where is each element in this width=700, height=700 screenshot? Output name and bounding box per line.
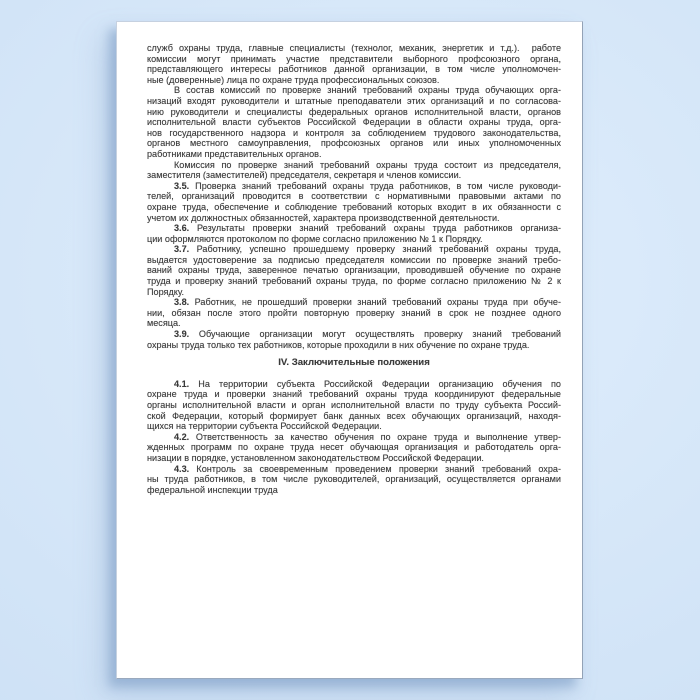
clause-number: 3.5. bbox=[174, 180, 196, 191]
text-line: щихся на территории субъекта Российской Федерации. bbox=[147, 421, 382, 432]
text-line: служб охраны труда, главные специалисты (технолог, механик, энергетик и т.д.). работе bbox=[147, 43, 561, 53]
document-page bbox=[116, 21, 583, 679]
text-line: нии, обязан после этого пройти повторную проверку знаний в срок не позднее одного bbox=[147, 307, 561, 318]
paragraph bbox=[147, 43, 561, 85]
text-line: федеральной инспекции труда bbox=[147, 484, 278, 495]
text-line: нов государственного надзора и контроля за соблюдением трудового законодательства, bbox=[147, 127, 561, 138]
paragraph bbox=[147, 432, 561, 464]
paragraph bbox=[147, 244, 561, 297]
text-line: ны труда работников, в том числе руководителей, организаций, осуществляется органами bbox=[147, 474, 561, 485]
text-line: 4.3. Контроль за своевременным проведением проверки знаний требований охра- bbox=[174, 463, 561, 474]
text-line: 4.1. На территории субъекта Российской Федерации организацию обучения по bbox=[174, 378, 561, 389]
clause-number: 3.7. bbox=[174, 244, 197, 255]
text-line: низации в порядке, установленном законодательством Российской Федерации. bbox=[147, 452, 484, 463]
clause-number: 4.2. bbox=[174, 431, 196, 442]
paragraph bbox=[147, 181, 561, 223]
paragraph bbox=[147, 85, 561, 159]
paragraph bbox=[147, 329, 561, 350]
paragraph bbox=[147, 223, 561, 244]
text-line: учетом их должностных обязанностей, характера производственной деятельности. bbox=[147, 212, 500, 223]
text-line: 3.5. Проверка знаний требований охраны труда работников, в том числе руководи- bbox=[174, 180, 561, 191]
text-line: органов местного самоуправления, профсоюзных органов или иных уполномоченных bbox=[147, 138, 561, 149]
clause-number: 4.3. bbox=[174, 463, 197, 474]
clause-number: 3.6. bbox=[174, 223, 197, 234]
text-line: 3.9. Обучающие организации могут осуществлять проверку знаний требований bbox=[174, 329, 561, 340]
paragraph bbox=[147, 297, 561, 329]
text-line: работниками представительных органов. bbox=[147, 148, 322, 159]
text-line: ции оформляются протоколом по форме согласно приложению № 1 к Порядку. bbox=[147, 233, 483, 244]
text-line: месяца. bbox=[147, 318, 181, 329]
text-line: Порядку. bbox=[147, 286, 185, 297]
clause-number: 4.1. bbox=[174, 378, 199, 389]
text-line: нию руководители и специалисты федеральных органов исполнительной власти, органов bbox=[147, 106, 561, 117]
text-line: ваний охраны труда, заверенное печатью организации, проводившей обучение по охране bbox=[147, 265, 561, 276]
text-line: низаций входят руководители и штатные преподаватели этих организаций и по согласова- bbox=[147, 95, 561, 106]
paragraph bbox=[147, 464, 561, 496]
paragraph bbox=[147, 379, 561, 432]
text-line: 4.2. Ответственность за качество обучения по охране труда и выполнение утвер- bbox=[174, 431, 561, 442]
text-line: жденных программ по охране труда несет обучающая организация и работодатель орга- bbox=[147, 442, 561, 453]
section-heading: IV. Заключительные положения bbox=[278, 357, 430, 369]
text-line: В состав комиссий по проверке знаний требований охраны труда обучающих орга- bbox=[174, 85, 561, 96]
text-line: охраны труда только тех работников, которые проходили в них обучение по охране труда. bbox=[147, 339, 530, 350]
clause-number: 3.9. bbox=[174, 329, 199, 340]
text-line: охране труда и проверки знаний требований охраны труда координируют федеральные bbox=[147, 389, 561, 400]
text-line: Комиссия по проверке знаний требований охраны труда состоит из председателя, bbox=[174, 159, 561, 170]
text-line: охране труда, обеспечение и соблюдение требований которых входит в их обязанности с bbox=[147, 201, 561, 212]
text-line: заместителя (заместителей) председателя, секретаря и членов комиссии. bbox=[147, 170, 462, 181]
text-line: 3.7. Работнику, успешно прошедшему проверку знаний требований охраны труда, bbox=[174, 244, 562, 255]
text-line: комиссии могут принимать участие представители выборного профсоюзного органа, bbox=[147, 53, 561, 64]
text-line: исполнительной власти субъектов Российской Федерации в области охраны труда, орга- bbox=[147, 117, 561, 128]
text-line: ные (доверенные) лица по охране труда профессиональных союзов. bbox=[147, 74, 440, 85]
text-line: телей, организаций проводится в соответствии с нормативными правовыми актами по bbox=[147, 191, 561, 202]
paragraph bbox=[147, 160, 561, 181]
text-line: 3.8. Работник, не прошедший проверки знаний требований охраны труда при обуче- bbox=[174, 297, 561, 308]
text-line: ской Федерации, который формирует банк данных всех обучающих организаций, находя- bbox=[147, 410, 561, 421]
text-line: 3.6. Результаты проверки знаний требований охраны труда работников организа- bbox=[174, 223, 561, 234]
text-line: представляющего интересы работников данной организации, в том числе уполномочен- bbox=[147, 64, 561, 75]
text-line: выдается удостоверение за подписью председателя комиссии по проверке знаний требо- bbox=[147, 254, 561, 265]
text-line: органы исполнительной власти и орган исполнительной власти по труду субъекта Россий- bbox=[147, 400, 561, 410]
text-line: труда и проверку знаний требований охраны труда, по форме согласно приложению № 2 к bbox=[147, 276, 561, 287]
document-body bbox=[117, 22, 582, 495]
clause-number: 3.8. bbox=[174, 297, 195, 308]
